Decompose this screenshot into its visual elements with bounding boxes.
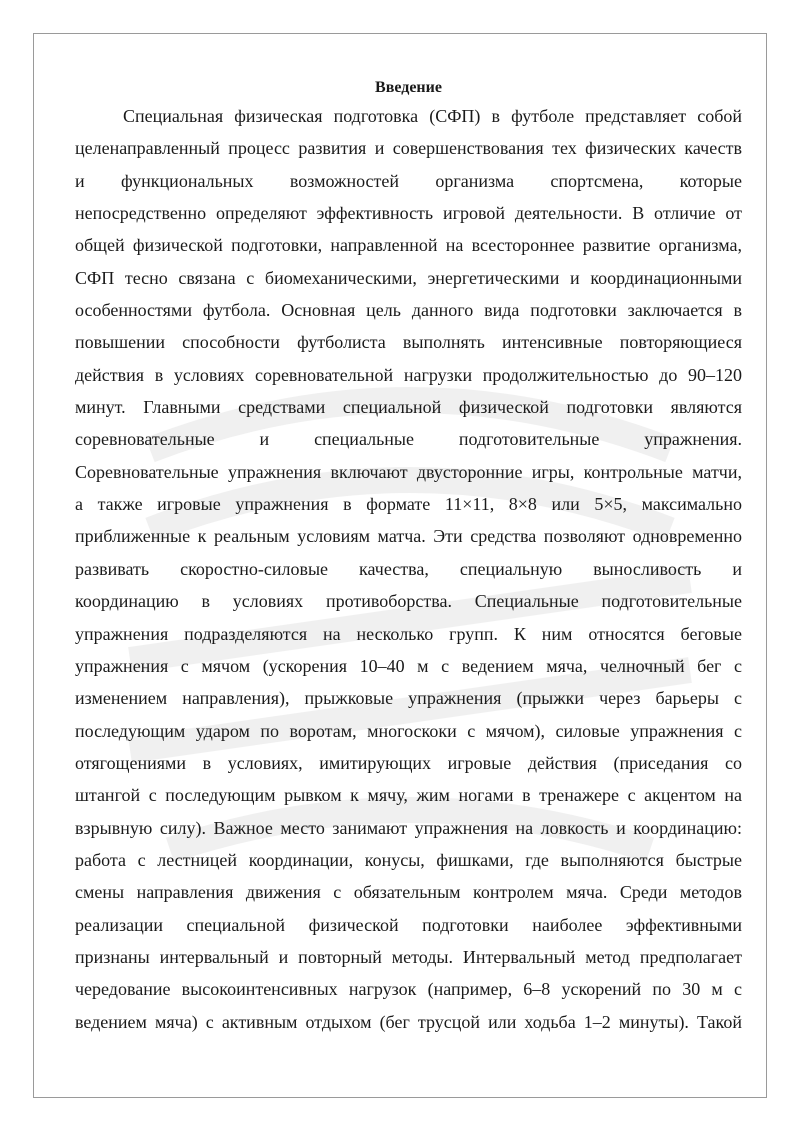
document-heading: Введение (375, 79, 442, 96)
text-line: последующим ударом по воротам, многоскоки с мячом), силовые упражнения с (75, 720, 742, 741)
text-line: отягощениями в условиях, имитирующих игровые действия (приседания со (75, 752, 742, 773)
text-line: Соревновательные упражнения включают двусторонние игры, контрольные матчи, (75, 461, 742, 482)
text-line: развивать скоростно-силовые качества, специальную выносливость и (75, 558, 742, 579)
text-line: изменением направления), прыжковые упражнения (прыжки через барьеры с (75, 688, 742, 709)
text-line: признаны интервальный и повторный методы. Интервальный метод предполагает (75, 946, 742, 967)
text-line: и функциональных возможностей организма спортсмена, которые (75, 170, 742, 191)
text-line: координацию в условиях противоборства. Специальные подготовительные (75, 591, 742, 612)
text-line: минут. Главными средствами специальной физической подготовки являются (75, 397, 742, 418)
document-content (75, 75, 742, 1038)
text-line: общей физической подготовки, направленной на всестороннее развитие организма, (75, 235, 742, 256)
text-line: работа с лестницей координации, конусы, фишками, где выполняются быстрые (75, 849, 742, 870)
text-line: упражнения с мячом (ускорения 10–40 м с ведением мяча, челночный бег с (75, 655, 742, 676)
text-line: целенаправленный процесс развития и совершенствования тех физических качеств (75, 138, 742, 159)
text-line: повышении способности футболиста выполнять интенсивные повторяющиеся (75, 332, 742, 353)
body-paragraph (75, 100, 742, 1038)
text-line: взрывную силу). Важное место занимают упражнения на ловкость и координацию: (75, 817, 742, 838)
text-line: упражнения подразделяются на несколько групп. К ним относятся беговые (75, 623, 742, 644)
text-line: штангой с последующим рывком к мячу, жим ногами в тренажере с акцентом на (75, 785, 742, 806)
text-line: а также игровые упражнения в формате 11×11, 8×8 или 5×5, максимально (75, 494, 742, 515)
text-line: СФП тесно связана с биомеханическими, энергетическими и координационными (75, 267, 742, 288)
text-line: ведением мяча) с активным отдыхом (бег трусцой или ходьба 1–2 минуты). Такой (75, 1011, 742, 1032)
text-line: непосредственно определяют эффективность игровой деятельности. В отличие от (75, 203, 742, 224)
text-line: Специальная физическая подготовка (СФП) в футболе представляет собой (123, 106, 742, 126)
text-line: приближенные к реальным условиям матча. Эти средства позволяют одновременно (75, 526, 742, 547)
text-line: реализации специальной физической подготовки наиболее эффективными (75, 914, 742, 935)
text-line: особенностями футбола. Основная цель данного вида подготовки заключается в (75, 300, 742, 321)
text-line: соревновательные и специальные подготовительные упражнения. (75, 429, 742, 450)
text-line: смены направления движения с обязательным контролем мяча. Среди методов (75, 882, 742, 903)
text-line: чередование высокоинтенсивных нагрузок (например, 6–8 ускорений по 30 м с (75, 979, 742, 1000)
text-line: действия в условиях соревновательной нагрузки продолжительностью до 90–120 (75, 364, 742, 385)
